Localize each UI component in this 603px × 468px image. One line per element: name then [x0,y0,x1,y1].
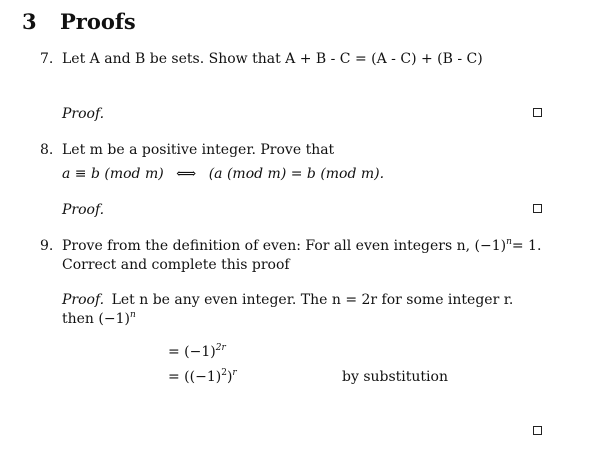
step-2-sup2: r [232,368,237,378]
problem-7-proof-label: Proof. [62,106,105,122]
step-1-sup: 2r [215,343,226,353]
statement-suffix: = 1. [511,238,542,254]
problem-8-formula [62,166,384,184]
proof-step-2 [168,369,237,387]
problem-9-line2: Correct and complete this proof [62,257,290,273]
formula-rhs: (a (mod m) = b (mod m). [208,166,385,182]
problem-9-proof-line [62,292,513,310]
problem-7-number: 7. [40,51,54,67]
then-prefix: then (−1) [62,311,130,327]
problem-9-proof-label: Proof. [62,292,105,308]
qed-box-icon [533,204,542,213]
problem-8-statement: Let m be a positive integer. Prove that [62,142,335,158]
step-1-base: = (−1) [168,344,216,360]
step-2-tail: ) [226,369,233,385]
then-sup: n [129,310,136,320]
problem-9-proof-text: Let n be any even integer. The n = 2r for some integer r. [111,292,514,308]
proof-step-2-note: by substitution [342,369,448,385]
problem-7-statement: Let A and B be sets. Show that A + B - C = (A - C) + (B - C) [62,51,483,67]
statement-prefix: Prove from the definition of even: For all even integers n, (−1) [62,238,507,254]
statement-sup: n [506,237,512,247]
problem-8-number: 8. [40,142,54,158]
problem-8-proof-label: Proof. [62,202,105,218]
section-title: Proofs [60,9,136,34]
problem-9-number: 9. [40,238,54,254]
section-number: 3 [22,9,37,34]
proof-step-1 [168,344,226,362]
problem-9-then-line [62,311,136,329]
problem-9-statement [62,238,541,256]
iff-arrow-icon: ⟺ [176,166,197,182]
step-2-base: = ((−1) [168,369,222,385]
formula-lhs: a ≡ b (mod m) [62,166,164,182]
step-2-sup: 2 [221,368,227,378]
qed-box-icon [533,426,542,435]
qed-box-icon [533,108,542,117]
